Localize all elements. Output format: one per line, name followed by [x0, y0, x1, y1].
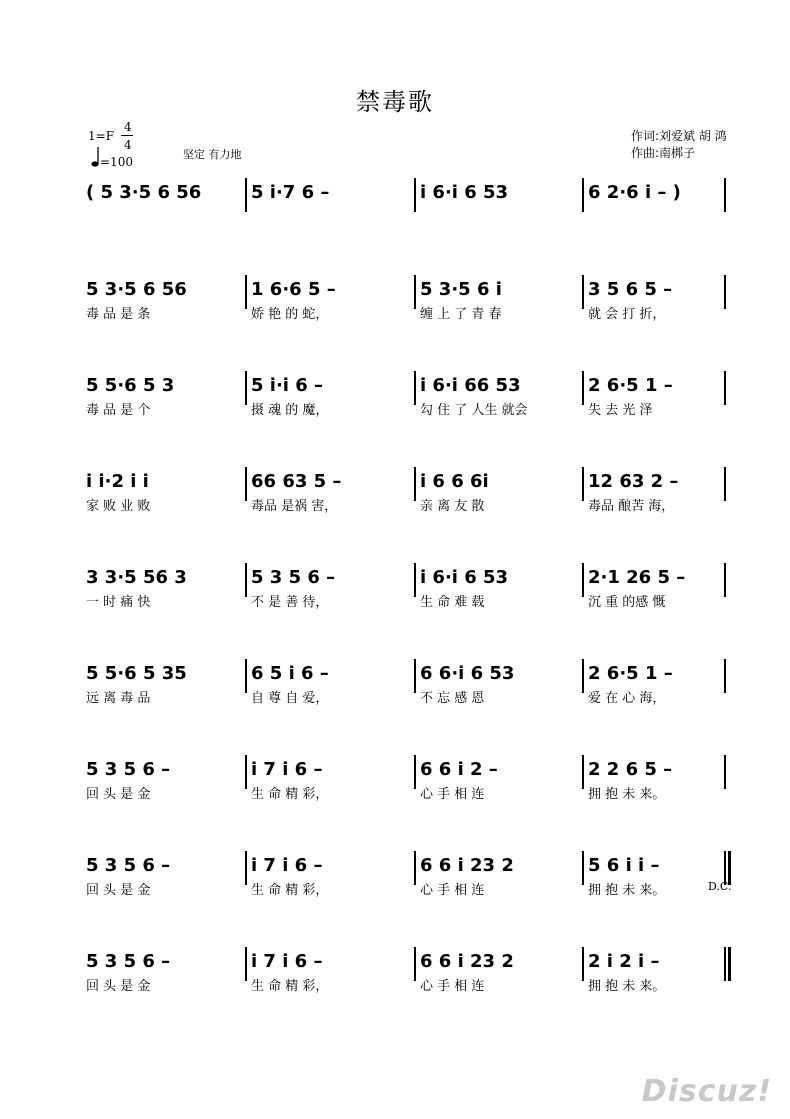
barline: [245, 371, 247, 405]
lyric-line: 就 会 打 折，: [588, 307, 666, 322]
tempo-marking: =100: [100, 155, 133, 169]
measure-notes: i 7 i 6 –: [251, 951, 323, 972]
measure-notes: i i·2 i i: [86, 471, 149, 492]
song-title: 禁毒歌: [356, 88, 434, 116]
barline: [582, 755, 584, 789]
measure-notes: 6 6·i 6 53: [420, 663, 515, 684]
measure-notes: i 6·i 6 53: [420, 182, 509, 203]
barline: [414, 851, 416, 885]
barline: [414, 275, 416, 309]
measure-notes: 6 2·6 i – ): [588, 182, 681, 203]
barline: [414, 467, 416, 501]
lyric-line: 娇 艳 的 蛇，: [251, 307, 329, 322]
lyric-line: 生 命 精 彩，: [251, 787, 329, 802]
lyric-line: 生 命 精 彩，: [251, 979, 329, 994]
lyric-line: 不 是 善 待，: [251, 595, 329, 610]
lyric-line: 爱 在 心 海，: [588, 691, 666, 706]
barline-end: [724, 947, 726, 981]
measure-notes: 66 63 5 –: [251, 471, 342, 492]
barline: [245, 947, 247, 981]
lyric-line: 亲 离 友 散: [420, 499, 485, 514]
lyric-line: 勾 住 了 人生 就会: [420, 403, 528, 418]
barline: [582, 563, 584, 597]
measure-notes: i 7 i 6 –: [251, 759, 323, 780]
barline: [414, 563, 416, 597]
composer-credit: 作曲:南梆子: [631, 146, 696, 160]
time-signature-numerator: 4: [124, 120, 132, 134]
lyric-line: 心 手 相 连: [420, 979, 485, 994]
lyric-line: 自 尊 自 爱，: [251, 691, 329, 706]
key-signature: 1=F: [88, 129, 115, 143]
barline: [414, 947, 416, 981]
time-signature-line: [121, 135, 133, 136]
measure-notes: i 6 6 6i: [420, 471, 489, 492]
measure-notes: 2 6·5 1 –: [588, 663, 673, 684]
measure-notes: 5 6 i i –: [588, 855, 660, 876]
barline: [582, 371, 584, 405]
barline-end: [724, 563, 726, 597]
barline: [414, 755, 416, 789]
lyric-line: 生 命 精 彩，: [251, 883, 329, 898]
lyric-line: 生 命 难 载: [420, 595, 485, 610]
lyric-line: 家 败 业 败: [86, 499, 151, 514]
lyric-line: 一 时 痛 快: [86, 595, 151, 610]
barline: [414, 659, 416, 693]
barline-end: [724, 275, 726, 309]
barline-end: [724, 178, 726, 212]
time-signature-denominator: 4: [124, 138, 132, 152]
measure-notes: 5 3 5 6 –: [251, 567, 336, 588]
measure-notes: 5 3·5 6 56: [86, 279, 187, 300]
barline: [582, 947, 584, 981]
barline-end: [724, 755, 726, 789]
barline-end: [724, 467, 726, 501]
quarter-note-icon: [91, 146, 99, 168]
lyric-line: 沉 重 的感 慨: [588, 595, 666, 610]
measure-notes: i 6·i 6 53: [420, 567, 509, 588]
measure-notes: 3 5 6 5 –: [588, 279, 673, 300]
watermark-logo: Discuz!: [641, 1074, 772, 1109]
lyric-line: 缠 上 了 青 春: [420, 307, 502, 322]
lyric-line: 回 头 是 金: [86, 787, 151, 802]
measure-notes: 2 6·5 1 –: [588, 375, 673, 396]
measure-notes: 6 6 i 2 –: [420, 759, 498, 780]
barline: [414, 178, 416, 212]
expression-marking: 坚定 有力地: [183, 148, 242, 161]
barline: [582, 178, 584, 212]
barline: [582, 275, 584, 309]
measure-notes: 5 3 5 6 –: [86, 951, 171, 972]
lyric-line: 回 头 是 金: [86, 883, 151, 898]
barline: [414, 371, 416, 405]
lyric-line: 不 忘 感 恩: [420, 691, 485, 706]
lyric-line: 拥 抱 未 来。: [588, 883, 666, 898]
lyricist-credit: 作词:刘爱斌 胡 鸿: [631, 129, 727, 143]
measure-notes: 5 i·7 6 –: [251, 182, 330, 203]
barline: [245, 467, 247, 501]
barline: [582, 659, 584, 693]
measure-notes: 5 3 5 6 –: [86, 855, 171, 876]
lyric-line: 毒品 是祸 害，: [251, 499, 338, 514]
measure-notes: 5 5·6 5 35: [86, 663, 187, 684]
barline-end: [724, 371, 726, 405]
lyric-line: 心 手 相 连: [420, 883, 485, 898]
lyric-line: 心 手 相 连: [420, 787, 485, 802]
measure-notes: ( 5 3·5 6 56: [86, 182, 202, 203]
measure-notes: 5 3·5 6 i: [420, 279, 502, 300]
measure-notes: 6 6 i 23 2: [420, 855, 514, 876]
barline: [245, 275, 247, 309]
barline: [582, 851, 584, 885]
measure-notes: 2 i 2 i –: [588, 951, 660, 972]
barline: [245, 178, 247, 212]
measure-notes: 2 2 6 5 –: [588, 759, 673, 780]
lyric-line: 失 去 光 泽: [588, 403, 653, 418]
measure-notes: 5 5·6 5 3: [86, 375, 175, 396]
barline-end: [724, 659, 726, 693]
da-capo-mark: D.C.: [708, 880, 732, 893]
lyric-line: 拥 抱 未 来。: [588, 787, 666, 802]
lyric-line: 毒品 酿苦 海，: [588, 499, 675, 514]
barline: [245, 659, 247, 693]
measure-notes: i 6·i 66 53: [420, 375, 521, 396]
lyric-line: 远 离 毒 品: [86, 691, 151, 706]
measure-notes: 12 63 2 –: [588, 471, 679, 492]
measure-notes: 5 i·i 6 –: [251, 375, 324, 396]
measure-notes: i 7 i 6 –: [251, 855, 323, 876]
lyric-line: 摄 魂 的 魔，: [251, 403, 329, 418]
barline: [245, 755, 247, 789]
barline: [245, 563, 247, 597]
measure-notes: 2·1 26 5 –: [588, 567, 686, 588]
lyric-line: 拥 抱 未 来。: [588, 979, 666, 994]
lyric-line: 毒 品 是 个: [86, 403, 151, 418]
lyric-line: 毒 品 是 条: [86, 307, 151, 322]
measure-notes: 1 6·6 5 –: [251, 279, 336, 300]
measure-notes: 5 3 5 6 –: [86, 759, 171, 780]
measure-notes: 3 3·5 56 3: [86, 567, 187, 588]
measure-notes: 6 6 i 23 2: [420, 951, 514, 972]
final-barline: [728, 947, 731, 981]
measure-notes: 6 5 i 6 –: [251, 663, 329, 684]
barline: [582, 467, 584, 501]
barline: [245, 851, 247, 885]
lyric-line: 回 头 是 金: [86, 979, 151, 994]
